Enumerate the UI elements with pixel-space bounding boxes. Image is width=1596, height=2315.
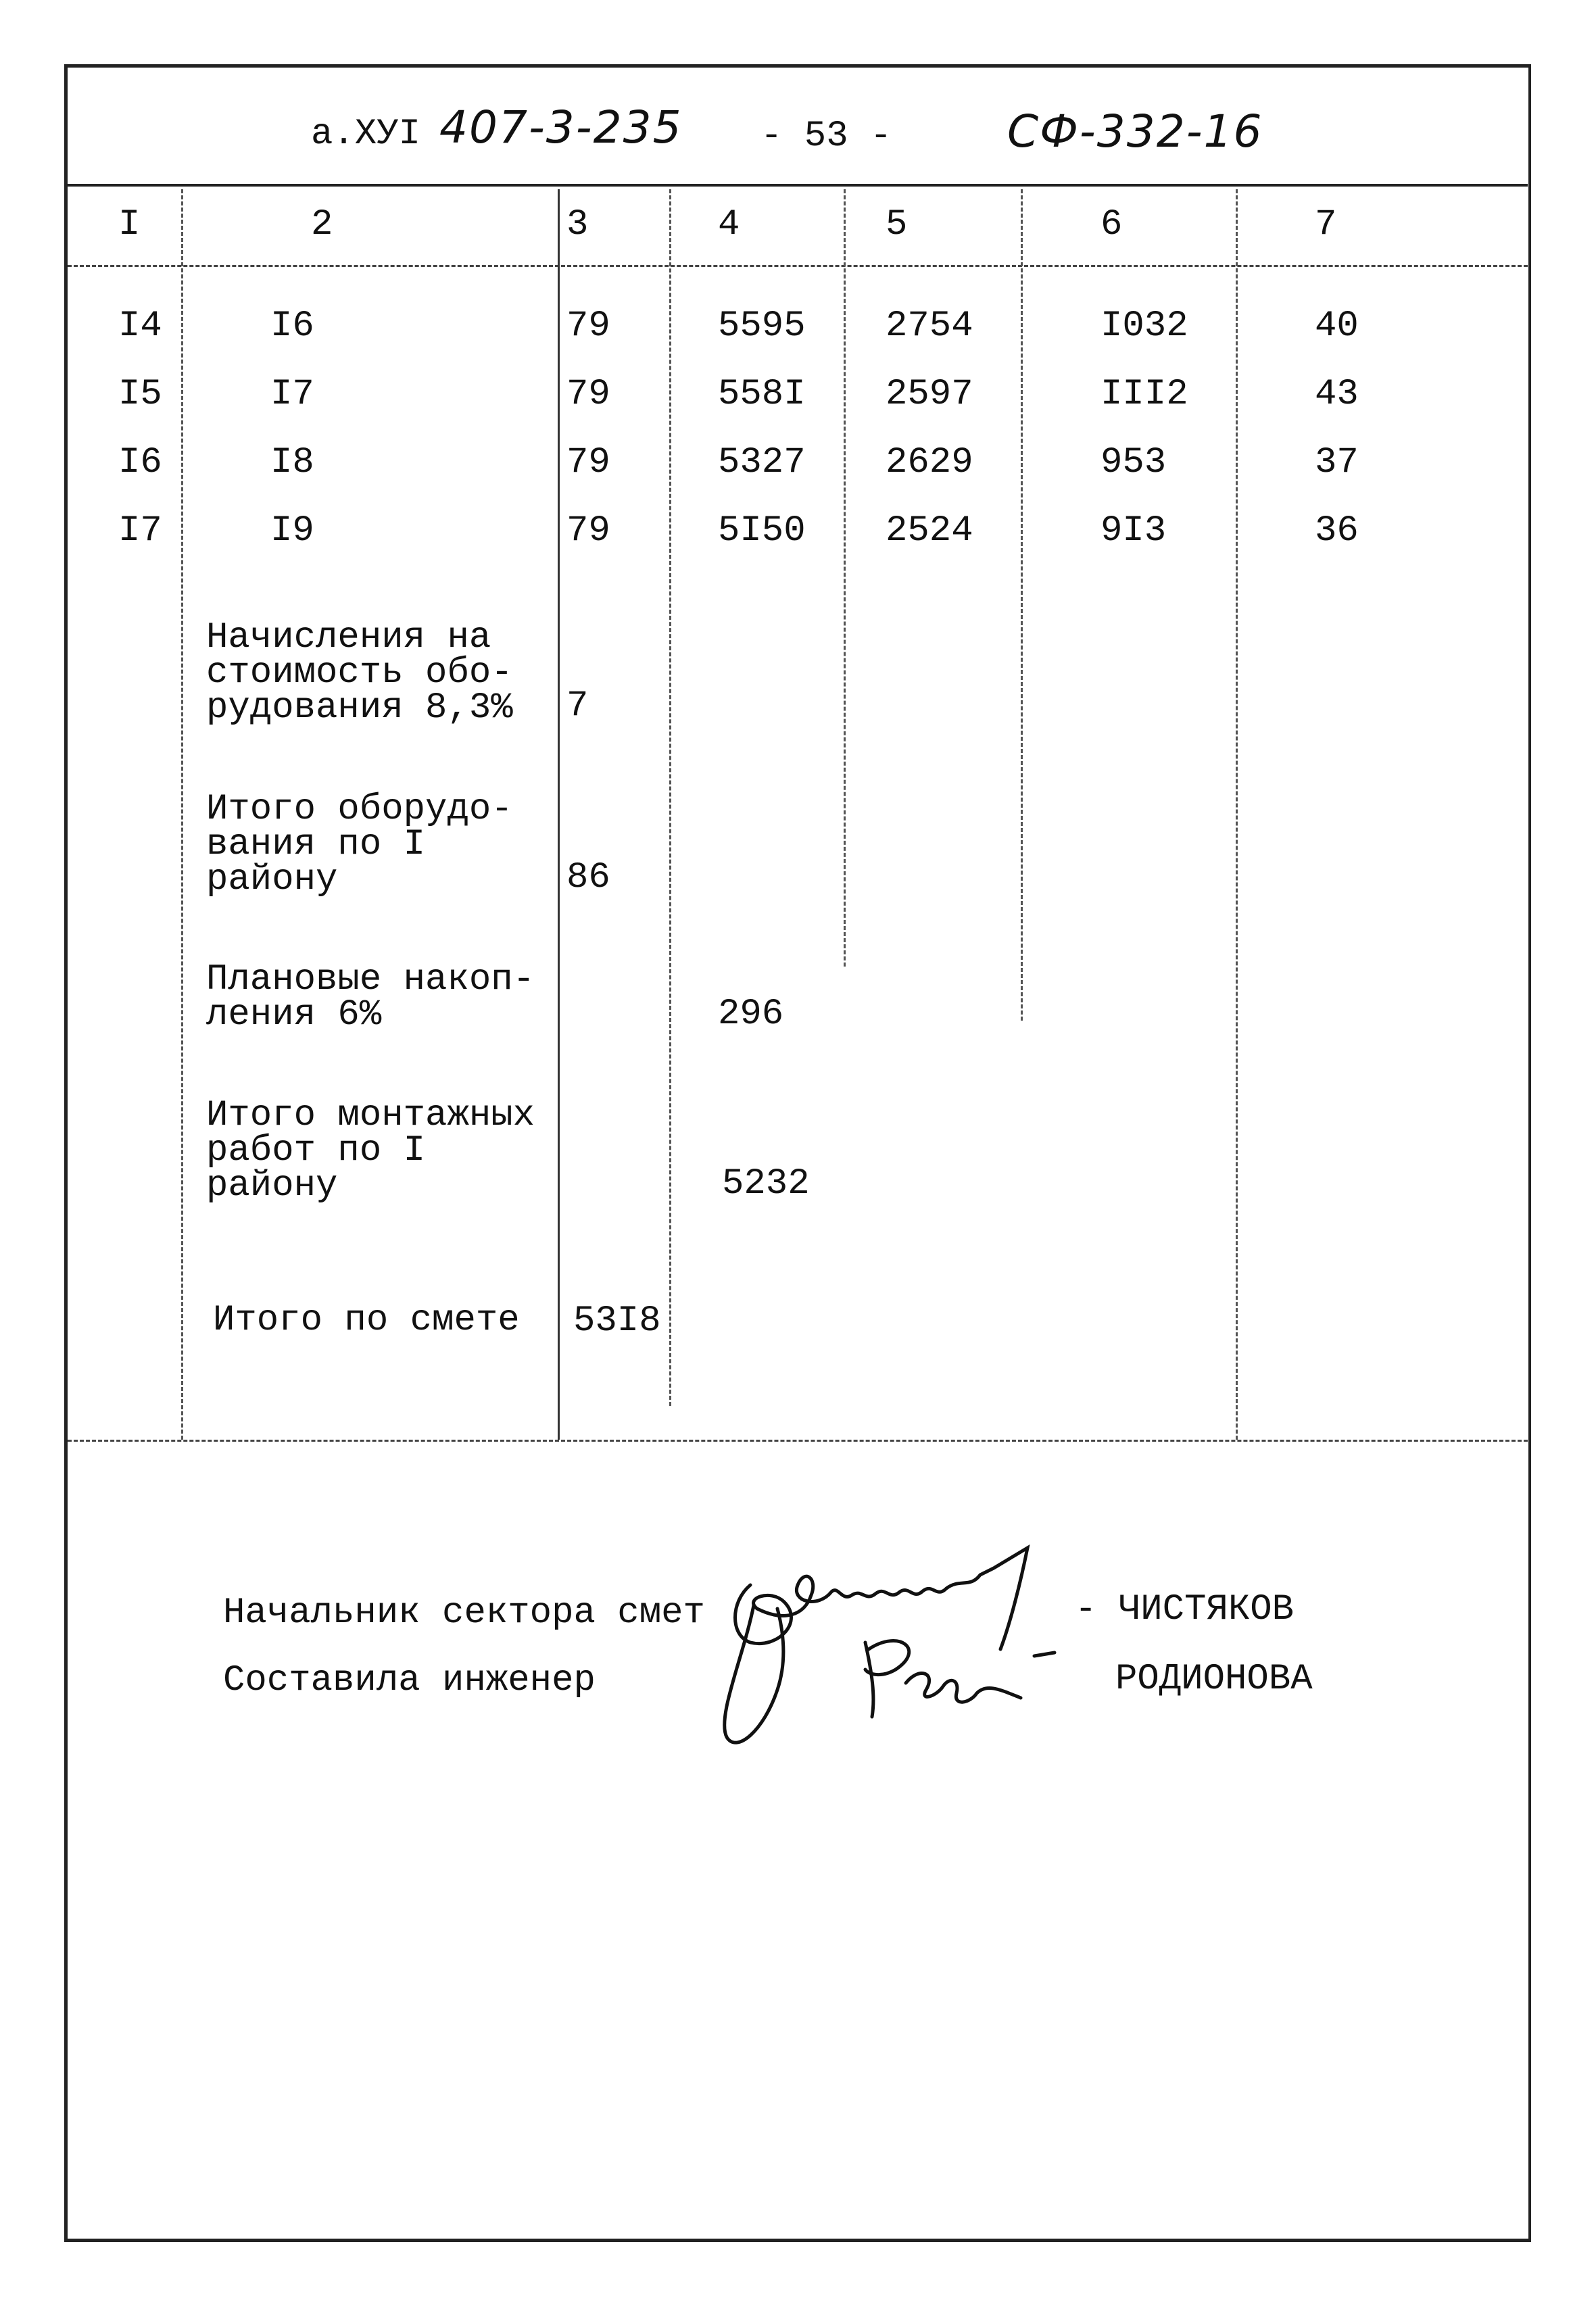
signatory-name: РОДИОНОВА	[1115, 1659, 1313, 1700]
column-separator	[558, 189, 560, 1440]
installation-total-value: 5232	[722, 1163, 810, 1204]
column-separator	[844, 189, 846, 967]
planned-savings-value: 296	[718, 994, 784, 1035]
planned-savings-label: Плановые накоп- ления 6%	[206, 959, 535, 1035]
album-label: а.ХУI	[311, 114, 421, 155]
equipment-charges-label: Начисления на стоимость обо- рудования 8,3%	[206, 617, 513, 729]
table-cell: 953	[1101, 442, 1167, 483]
table-cell: 2629	[886, 442, 973, 483]
table-cell: 37	[1315, 442, 1359, 483]
table-cell: 79	[566, 374, 610, 415]
table-cell: I7	[118, 510, 162, 552]
table-cell: I9	[270, 510, 314, 552]
header-divider	[68, 184, 1528, 187]
table-cell: 79	[566, 442, 610, 483]
table-cell: 79	[566, 306, 610, 347]
column-header-divider	[68, 265, 1528, 267]
estimate-total-value: 53I8	[573, 1300, 661, 1342]
table-cell: I032	[1101, 306, 1188, 347]
column-separator	[1236, 189, 1238, 1440]
column-header-1: I	[118, 204, 141, 245]
table-cell: 5595	[718, 306, 806, 347]
table-cell: 43	[1315, 374, 1359, 415]
project-number: 407-3-235	[439, 101, 683, 153]
table-cell: I6	[118, 442, 162, 483]
page-number: - 53 -	[760, 116, 892, 157]
estimate-total-label: Итого по смете	[213, 1300, 520, 1341]
table-cell: I5	[118, 374, 162, 415]
table-cell: I6	[270, 306, 314, 347]
table-cell: 40	[1315, 306, 1359, 347]
table-cell: 9I3	[1101, 510, 1167, 552]
column-separator	[1021, 189, 1023, 1021]
table-cell: 5327	[718, 442, 806, 483]
column-header-4: 4	[718, 204, 740, 245]
installation-total-label: Итого монтажных работ по I району	[206, 1095, 535, 1207]
column-header-6: 6	[1101, 204, 1123, 245]
table-cell: 2524	[886, 510, 973, 552]
signatory-title: Составила инженер	[223, 1660, 596, 1701]
table-cell: 558I	[718, 374, 806, 415]
table-cell: 2597	[886, 374, 973, 415]
table-bottom-line	[68, 1440, 1528, 1442]
table-cell: I7	[270, 374, 314, 415]
handwritten-signature	[703, 1521, 1109, 1764]
equipment-charges-value: 7	[566, 685, 589, 727]
table-cell: 2754	[886, 306, 973, 347]
table-cell: I4	[118, 306, 162, 347]
table-cell: 79	[566, 510, 610, 552]
equipment-total-label: Итого оборудо- вания по I району	[206, 789, 513, 900]
table-cell: I8	[270, 442, 314, 483]
table-cell: III2	[1101, 374, 1188, 415]
column-separator	[669, 189, 671, 1406]
column-header-3: 3	[566, 204, 589, 245]
signatory-name: - ЧИСТЯКОВ	[1075, 1589, 1295, 1630]
signatory-title: Начальник сектора смет	[223, 1592, 705, 1634]
column-header-5: 5	[886, 204, 908, 245]
table-cell: 5I50	[718, 510, 806, 552]
document-code: СФ-332-16	[1007, 105, 1263, 157]
equipment-total-value: 86	[566, 857, 610, 898]
column-header-2: 2	[311, 204, 333, 245]
column-separator	[181, 189, 183, 1440]
column-header-7: 7	[1315, 204, 1337, 245]
table-cell: 36	[1315, 510, 1359, 552]
